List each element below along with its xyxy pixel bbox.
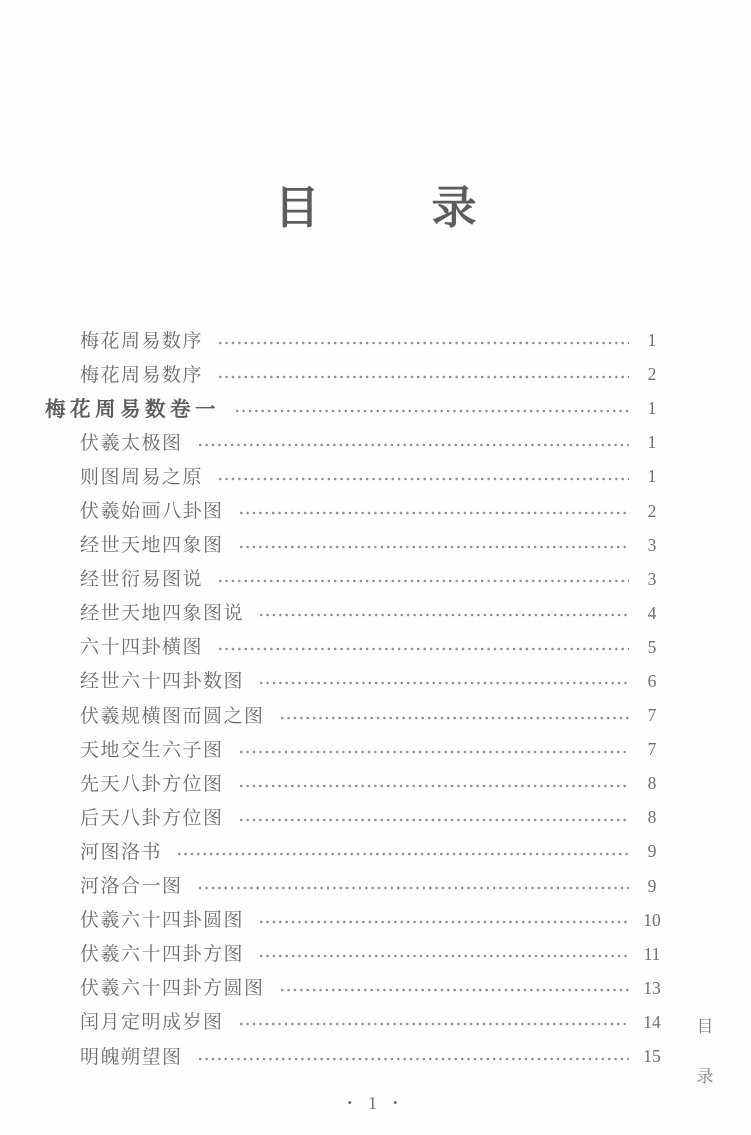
toc-entry — [45, 390, 667, 424]
margin-label — [695, 1012, 715, 1087]
toc-entry-label: 经世六十四卦数图 — [80, 671, 245, 693]
footer-dot: • — [393, 1095, 398, 1110]
toc-entry — [45, 833, 667, 867]
toc-entry-page: 7 — [647, 739, 657, 760]
dot-leader — [256, 952, 629, 960]
toc-entry — [45, 799, 667, 833]
dot-leader — [236, 816, 629, 824]
toc-entry-page: 7 — [647, 705, 657, 726]
toc-entry-page: 8 — [647, 807, 657, 828]
toc-entry — [45, 527, 667, 561]
toc-entry-label: 梅花周易数序 — [80, 330, 204, 352]
toc-entry — [45, 663, 667, 697]
toc-entry — [45, 868, 667, 902]
page-title-char: 目 — [274, 183, 320, 233]
toc-entry-label: 伏羲六十四卦方圆图 — [80, 978, 265, 1000]
toc-entry-page: 10 — [643, 909, 661, 930]
toc-entry-label: 伏羲规横图而圆之图 — [80, 705, 265, 727]
toc-entry-page: 1 — [647, 432, 657, 453]
toc-entry-label: 闰月定明成岁图 — [80, 1012, 224, 1034]
dot-leader — [256, 611, 629, 619]
toc-entry-page: 15 — [643, 1046, 661, 1067]
toc-entry-page: 13 — [643, 977, 661, 998]
dot-leader — [195, 1055, 629, 1063]
toc-entry-label: 河图洛书 — [80, 841, 163, 863]
toc-entry-page: 3 — [647, 568, 657, 589]
toc-entry — [45, 970, 667, 1004]
footer-dot: • — [347, 1095, 352, 1110]
toc-entry-label: 伏羲六十四卦圆图 — [80, 910, 245, 932]
toc-entry-label: 则图周易之原 — [80, 466, 204, 488]
toc-entry — [45, 697, 667, 731]
page-number-footer — [0, 1092, 745, 1114]
page-title — [0, 182, 751, 234]
toc-entry — [45, 356, 667, 390]
toc-entry — [45, 936, 667, 970]
dot-leader — [277, 986, 629, 994]
dot-leader — [215, 645, 629, 653]
toc-entry-label: 经世天地四象图 — [80, 535, 224, 557]
margin-label-char: 目 — [696, 1017, 714, 1036]
toc-entry — [45, 458, 667, 492]
toc-entry-label: 伏羲六十四卦方图 — [80, 944, 245, 966]
toc-entry-page: 5 — [647, 636, 657, 657]
margin-label-char: 录 — [696, 1067, 714, 1086]
toc-entry-page: 9 — [647, 841, 657, 862]
dot-leader — [256, 918, 629, 926]
toc-entry-label: 经世天地四象图说 — [80, 603, 245, 625]
toc-entry-label: 伏羲太极图 — [80, 432, 183, 454]
toc-entry — [45, 731, 667, 765]
toc-entry-label: 梅花周易数序 — [80, 364, 204, 386]
toc-entry-page: 1 — [647, 330, 657, 351]
toc-entry-page: 2 — [647, 500, 657, 521]
toc-entry-label: 河洛合一图 — [80, 876, 183, 898]
toc-entry-page: 8 — [647, 773, 657, 794]
toc-entry-label: 先天八卦方位图 — [80, 773, 224, 795]
toc-entry — [45, 765, 667, 799]
dot-leader — [236, 1020, 629, 1028]
dot-leader — [236, 782, 629, 790]
dot-leader — [195, 441, 629, 449]
dot-leader — [174, 850, 629, 858]
dot-leader — [236, 748, 629, 756]
dot-leader — [215, 339, 629, 347]
toc-list — [45, 322, 667, 1072]
dot-leader — [232, 407, 629, 415]
toc-entry-label: 明魄朔望图 — [80, 1046, 183, 1068]
toc-entry-page: 1 — [647, 398, 657, 419]
toc-entry-page: 3 — [647, 534, 657, 555]
dot-leader — [277, 714, 629, 722]
toc-entry-page: 4 — [647, 602, 657, 623]
dot-leader — [256, 679, 629, 687]
toc-entry — [45, 424, 667, 458]
dot-leader — [215, 373, 629, 381]
toc-entry-page: 2 — [647, 364, 657, 385]
toc-entry-page: 1 — [647, 466, 657, 487]
dot-leader — [215, 475, 629, 483]
toc-entry — [45, 595, 667, 629]
dot-leader — [215, 577, 629, 585]
toc-entry — [45, 492, 667, 526]
dot-leader — [195, 884, 629, 892]
toc-entry-label: 伏羲始画八卦图 — [80, 501, 224, 523]
toc-entry-label: 后天八卦方位图 — [80, 807, 224, 829]
toc-entry-page: 9 — [647, 875, 657, 896]
toc-entry — [45, 1038, 667, 1072]
toc-entry-page: 6 — [647, 670, 657, 691]
toc-entry — [45, 322, 667, 356]
page-title-char: 录 — [431, 183, 477, 233]
toc-entry-label: 六十四卦横图 — [80, 637, 204, 659]
toc-entry-label: 天地交生六子图 — [80, 739, 224, 761]
footer-page-number: 1 — [368, 1093, 377, 1113]
toc-entry-page: 14 — [643, 1011, 661, 1032]
toc-entry — [45, 1004, 667, 1038]
toc-entry — [45, 561, 667, 595]
dot-leader — [236, 543, 629, 551]
toc-entry — [45, 629, 667, 663]
toc-entry-page: 11 — [643, 943, 661, 964]
toc-entry-label: 梅花周易数卷一 — [45, 399, 220, 422]
toc-entry — [45, 902, 667, 936]
dot-leader — [236, 509, 629, 517]
toc-entry-label: 经世衍易图说 — [80, 569, 204, 591]
